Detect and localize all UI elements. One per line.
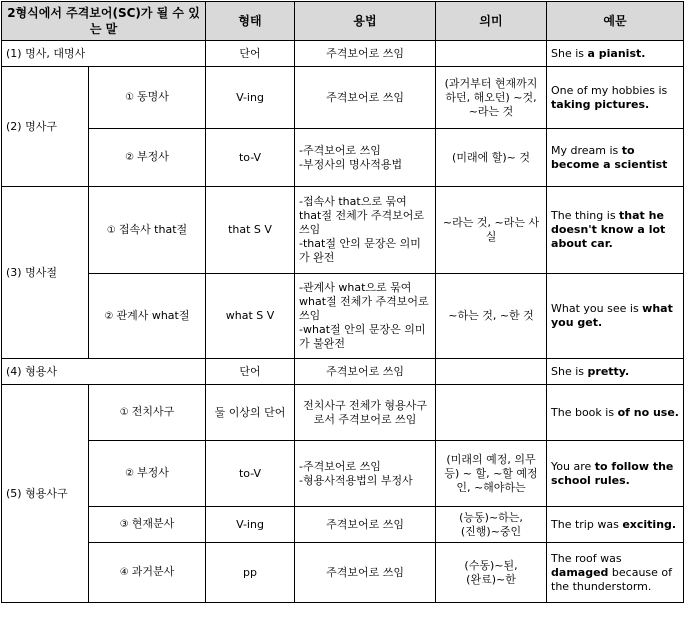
example-bold: to become a scientist xyxy=(551,143,668,171)
circled-number: ③ xyxy=(119,519,129,530)
example-cell xyxy=(547,187,684,274)
circled-number: ① xyxy=(125,92,135,103)
example-text: You are xyxy=(551,459,595,473)
example-text: One of my hobbies is xyxy=(551,83,668,97)
sub-category-cell xyxy=(89,129,206,187)
form-cell: what S V xyxy=(206,274,295,359)
form-cell: that S V xyxy=(206,187,295,274)
example-bold: of no use. xyxy=(617,405,679,419)
example-bold: pretty. xyxy=(587,364,630,378)
header-usage: 용법 xyxy=(295,2,436,41)
circled-number: ① xyxy=(106,224,116,236)
example-cell xyxy=(547,441,684,507)
header-row xyxy=(2,2,684,41)
sub-category-label: 과거분사 xyxy=(131,565,175,578)
table-row xyxy=(2,507,684,543)
example-cell xyxy=(547,507,684,543)
example-text: The thing is xyxy=(551,209,620,222)
example-text: She is xyxy=(551,46,588,60)
form-cell: 둘 이상의 단어 xyxy=(206,385,295,441)
meaning-cell: ~라는 것, ~라는 사실 xyxy=(436,187,547,274)
meaning-cell xyxy=(436,41,547,67)
sub-category-cell xyxy=(89,543,206,603)
category-cell: (4) 형용사 xyxy=(2,359,206,385)
meaning-cell: (미래에 할)~ 것 xyxy=(436,129,547,187)
example-cell xyxy=(547,41,684,67)
usage-cell: 주격보어로 쓰임 xyxy=(295,67,436,129)
circled-number: ④ xyxy=(119,567,129,578)
table-row xyxy=(2,41,684,67)
example-text: She is xyxy=(551,364,588,378)
example-cell xyxy=(547,67,684,129)
sub-category-cell xyxy=(89,187,206,274)
usage-cell: 주격보어로 쓰임 xyxy=(295,543,436,603)
sub-category-cell xyxy=(89,441,206,507)
example-bold: exciting. xyxy=(622,517,677,531)
table-row xyxy=(2,67,684,129)
example-cell xyxy=(547,129,684,187)
header-category: 2형식에서 주격보어(SC)가 될 수 있는 말 xyxy=(2,2,206,41)
example-bold: damaged xyxy=(551,565,609,579)
example-cell xyxy=(547,359,684,385)
form-cell: pp xyxy=(206,543,295,603)
header-example: 예문 xyxy=(547,2,684,41)
sub-category-label: 부정사 xyxy=(137,466,169,479)
example-bold: that he doesn't know a lot about car. xyxy=(551,209,666,250)
sub-category-cell xyxy=(89,507,206,543)
meaning-cell xyxy=(436,385,547,441)
sub-category-label: 접속사 that절 xyxy=(118,222,188,236)
header-form: 형태 xyxy=(206,2,295,41)
form-cell: 단어 xyxy=(206,41,295,67)
example-bold: taking pictures. xyxy=(551,97,650,111)
table-row xyxy=(2,385,684,441)
example-cell xyxy=(547,385,684,441)
table-row xyxy=(2,274,684,359)
example-text: My dream is xyxy=(551,143,622,157)
usage-cell: -관계사 what으로 묶여 what절 전체가 주격보어로 쓰임 -what절 안의 문장은 의미가 불완전 xyxy=(295,274,436,359)
sub-category-cell xyxy=(89,67,206,129)
table-row xyxy=(2,359,684,385)
sub-category-label: 부정사 xyxy=(137,150,169,163)
form-cell: to-V xyxy=(206,129,295,187)
form-cell: 단어 xyxy=(206,359,295,385)
grammar-table xyxy=(1,1,684,603)
meaning-cell: (능동)~하는, (진행)~중인 xyxy=(436,507,547,543)
form-cell: to-V xyxy=(206,441,295,507)
example-cell xyxy=(547,543,684,603)
example-bold: a pianist. xyxy=(587,46,646,60)
sub-category-label: 동명사 xyxy=(137,90,169,103)
table-row xyxy=(2,543,684,603)
sub-category-cell xyxy=(89,385,206,441)
table-row xyxy=(2,129,684,187)
example-text: The roof was xyxy=(551,551,622,565)
usage-cell: 전치사구 전체가 형용사구로서 주격보어로 쓰임 xyxy=(295,385,436,441)
example-bold: to follow the school rules. xyxy=(551,459,674,487)
group-cell: (3) 명사절 xyxy=(2,187,89,359)
form-cell: V-ing xyxy=(206,507,295,543)
meaning-cell: (수동)~된, (완료)~한 xyxy=(436,543,547,603)
meaning-cell: ~하는 것, ~한 것 xyxy=(436,274,547,359)
sub-category-label: 전치사구 xyxy=(131,405,175,418)
example-text: The book is xyxy=(551,405,618,419)
table-row xyxy=(2,441,684,507)
meaning-cell xyxy=(436,359,547,385)
usage-cell: 주격보어로 쓰임 xyxy=(295,359,436,385)
example-text: The trip was xyxy=(551,517,623,531)
meaning-cell: (과거부터 현재까지 하던, 해오던) ~것, ~라는 것 xyxy=(436,67,547,129)
example-bold: what you get. xyxy=(551,302,673,329)
header-meaning: 의미 xyxy=(436,2,547,41)
sub-category-label: 관계사 what절 xyxy=(116,308,190,322)
circled-number: ② xyxy=(104,310,114,322)
group-cell: (2) 명사구 xyxy=(2,67,89,187)
usage-cell: -접속사 that으로 묶여 that절 전체가 주격보어로 쓰임 -that절 안의 문장은 의미가 완전 xyxy=(295,187,436,274)
group-cell: (5) 형용사구 xyxy=(2,385,89,603)
example-text-tail: because of the thunderstorm. xyxy=(551,565,673,593)
example-text: What you see is xyxy=(551,302,643,315)
form-cell: V-ing xyxy=(206,67,295,129)
sub-category-label: 현재분사 xyxy=(131,517,175,530)
usage-cell: 주격보어로 쓰임 xyxy=(295,507,436,543)
meaning-cell: (미래의 예정, 의무 등) ~ 할, ~할 예정인, ~해야하는 xyxy=(436,441,547,507)
circled-number: ② xyxy=(125,152,135,163)
example-cell xyxy=(547,274,684,359)
usage-cell: 주격보어로 쓰임 xyxy=(295,41,436,67)
circled-number: ① xyxy=(119,407,129,418)
circled-number: ② xyxy=(125,468,135,479)
usage-cell: -주격보어로 쓰임 -형용사적용법의 부정사 xyxy=(295,441,436,507)
usage-cell: -주격보어로 쓰임 -부정사의 명사적용법 xyxy=(295,129,436,187)
sub-category-cell xyxy=(89,274,206,359)
table-row xyxy=(2,187,684,274)
category-cell: (1) 명사, 대명사 xyxy=(2,41,206,67)
